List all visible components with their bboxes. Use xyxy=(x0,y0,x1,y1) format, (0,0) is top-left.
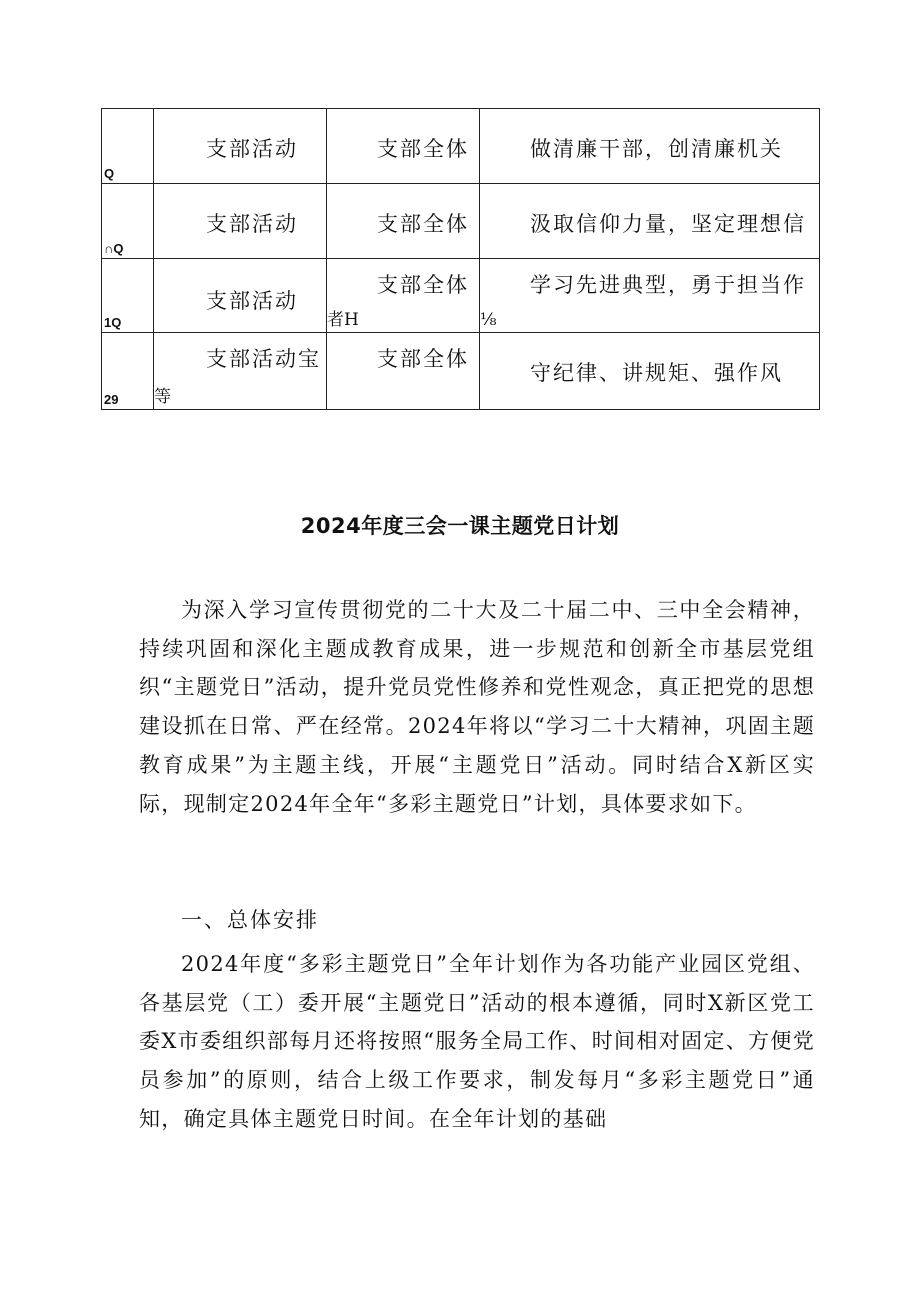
participants-cell xyxy=(327,184,480,259)
participants: 支部全体 xyxy=(377,273,469,297)
table-row xyxy=(102,333,820,410)
table-row xyxy=(102,259,820,333)
participants-cell xyxy=(327,259,480,333)
row-number-cell xyxy=(102,259,154,333)
participants: 支部全体 xyxy=(377,347,469,371)
row-number-cell xyxy=(102,333,154,410)
activity-topic: 守纪律、讲规矩、强作风 xyxy=(530,361,783,385)
topic-cell xyxy=(480,184,820,259)
topic-cell xyxy=(480,109,820,184)
activity-type: 支部活动宝 xyxy=(206,347,321,371)
activity-type-cell xyxy=(154,109,327,184)
row-number-cell xyxy=(102,184,154,259)
participants: 支部全体 xyxy=(377,212,469,236)
participants-cell xyxy=(327,333,480,410)
activity-topic: 汲取信仰力量，坚定理想信 xyxy=(530,212,806,236)
activity-type-cell xyxy=(154,333,327,410)
row-number: ∩Q xyxy=(104,241,124,256)
participants-extra-text: 者H xyxy=(327,310,359,330)
row-number-cell xyxy=(102,109,154,184)
participants-cell xyxy=(327,109,480,184)
topic-extra-text: ⅛ xyxy=(480,310,497,330)
document-title: 2024年度三会一课主题党日计划 xyxy=(300,514,620,538)
activity-type-cell xyxy=(154,259,327,333)
topic-cell xyxy=(480,259,820,333)
table-row xyxy=(102,184,820,259)
row-number: 1Q xyxy=(104,315,122,330)
activity-plan-table xyxy=(101,108,820,410)
activity-type-cell xyxy=(154,184,327,259)
activity-type-extra-text: 等 xyxy=(154,387,171,407)
row-number: Q xyxy=(104,166,115,181)
topic-cell xyxy=(480,333,820,410)
activity-type: 支部活动 xyxy=(206,289,298,313)
section-paragraph: 2024年度“多彩主题党日”全年计划作为各功能产业园区党组、各基层党（工）委开展“主题党日”活动的根本遵循，同时X新区党工委X市委组织部每月还将按照“服务全局工作、时间相对固定、方便党员参加”的原则，结合上级工作要求，制发每月“多彩主题党日”通知，确定具体主题党日时间。在全年计划的基础 xyxy=(139,952,815,1131)
participants: 支部全体 xyxy=(377,137,469,161)
intro-paragraph: 为深入学习宣传贯彻党的二十大及二十届二中、三中全会精神，持续巩固和深化主题成教育成果，进一步规范和创新全市基层党组织“主题党日”活动，提升党员党性修养和党性观念，真正把党的思想建设抓在日常、严在经常。2024年将以“学习二十大精神，巩固主题教育成果”为主题主线，开展“主题党日”活动。同时结合X新区实际，现制定2024年全年“多彩主题党日”计划，具体要求如下。 xyxy=(139,598,815,816)
section-heading: 一、总体安排 xyxy=(181,908,319,932)
row-number: 29 xyxy=(104,392,119,407)
activity-topic: 学习先进典型，勇于担当作 xyxy=(530,273,806,297)
activity-topic: 做清廉干部，创清廉机关 xyxy=(530,137,783,161)
table-row xyxy=(102,109,820,184)
activity-type: 支部活动 xyxy=(206,137,298,161)
activity-type: 支部活动 xyxy=(206,212,298,236)
